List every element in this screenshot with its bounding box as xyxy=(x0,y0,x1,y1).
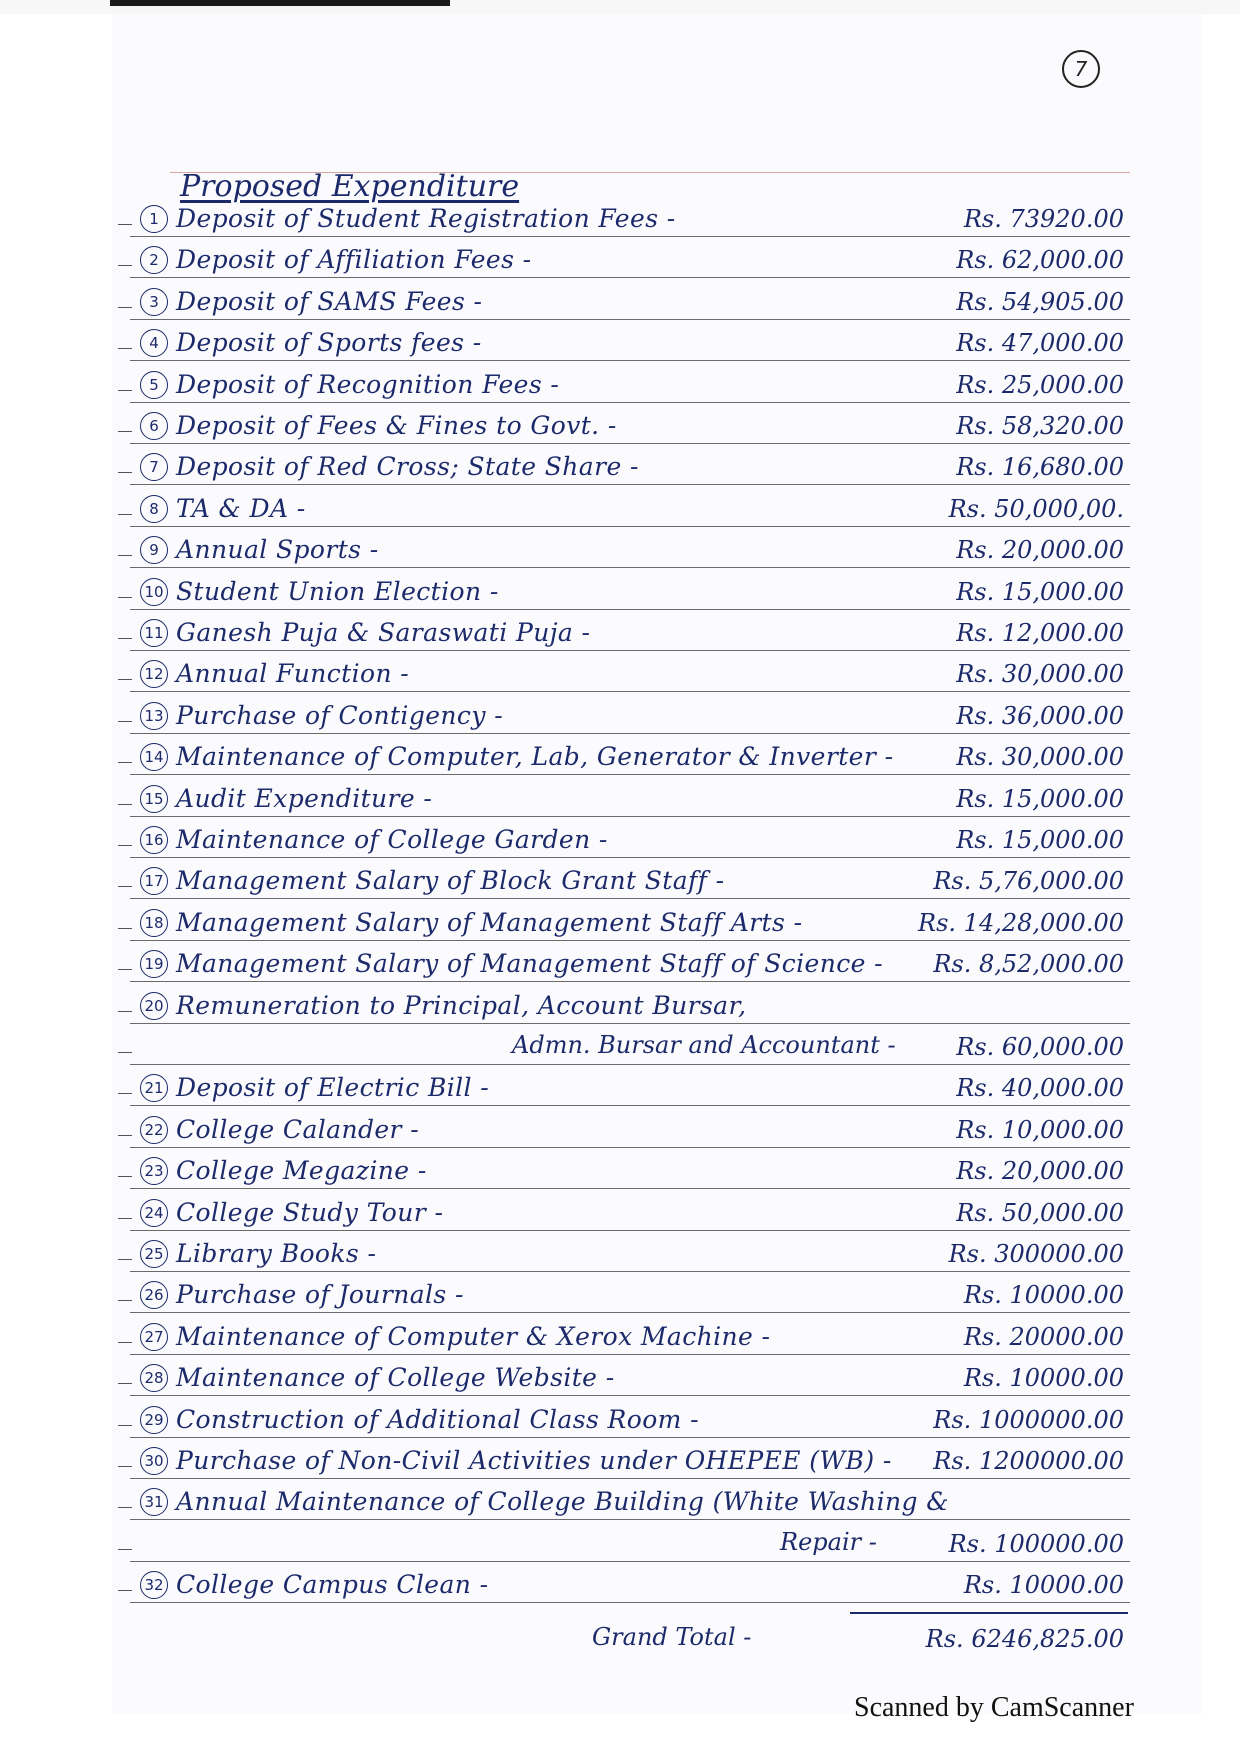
margin-tick xyxy=(118,1383,132,1384)
item-number: 27 xyxy=(140,1323,168,1351)
expenditure-row xyxy=(140,862,1130,902)
item-amount: Rs. 15,000.00 xyxy=(956,826,1124,854)
margin-tick xyxy=(118,1590,132,1591)
item-amount: Rs. 47,000.00 xyxy=(956,329,1124,358)
expenditure-row xyxy=(140,1069,1130,1109)
item-amount: Rs. 15,000.00 xyxy=(956,577,1124,606)
item-description: Annual Function - xyxy=(176,659,410,689)
margin-tick xyxy=(118,1342,132,1343)
item-description: Construction of Additional Class Room - xyxy=(176,1404,699,1434)
item-amount: Rs. 100000.00 xyxy=(948,1529,1124,1558)
ruled-line xyxy=(130,1395,1130,1396)
scan-shadow xyxy=(110,0,450,6)
ruled-line xyxy=(130,1602,1130,1603)
item-description: Deposit of SAMS Fees - xyxy=(176,286,483,316)
item-number: 28 xyxy=(140,1364,168,1392)
margin-tick xyxy=(118,679,132,680)
ruled-line xyxy=(130,1230,1130,1231)
page-number: 7 xyxy=(1062,50,1100,88)
item-number: 14 xyxy=(140,743,168,771)
expenditure-row xyxy=(140,1442,1130,1482)
page-title: Proposed Expenditure xyxy=(180,169,520,204)
item-amount: Rs. 30,000.00 xyxy=(956,743,1124,772)
expenditure-row xyxy=(140,655,1130,695)
expenditure-row xyxy=(140,1276,1130,1316)
item-amount: Rs. 50,000,00. xyxy=(948,494,1124,523)
expenditure-row xyxy=(140,1152,1130,1192)
margin-tick xyxy=(118,555,132,556)
item-amount: Rs. 50,000.00 xyxy=(956,1198,1124,1227)
item-number: 7 xyxy=(140,453,168,481)
ruled-line xyxy=(130,940,1130,941)
ruled-line xyxy=(130,1354,1130,1355)
item-number: 17 xyxy=(140,867,168,895)
ruled-line xyxy=(130,816,1130,817)
item-number: 19 xyxy=(140,950,168,978)
item-description: Deposit of Sports fees - xyxy=(176,328,482,358)
ruled-line xyxy=(130,360,1130,361)
item-amount: Rs. 73920.00 xyxy=(963,205,1124,233)
item-amount: Rs. 5,76,000.00 xyxy=(933,867,1124,896)
item-amount: Rs. 25,000.00 xyxy=(956,370,1124,399)
item-description: College Megazine - xyxy=(176,1156,427,1186)
item-amount: Rs. 10,000.00 xyxy=(956,1115,1124,1144)
ruled-line xyxy=(130,277,1130,278)
item-amount: Rs. 20000.00 xyxy=(963,1322,1124,1351)
item-amount: Rs. 300000.00 xyxy=(948,1240,1124,1268)
item-amount: Rs. 8,52,000.00 xyxy=(933,950,1124,979)
margin-tick xyxy=(118,1259,132,1260)
item-number: 9 xyxy=(140,536,168,564)
item-description: College Calander - xyxy=(176,1114,420,1144)
item-number: 8 xyxy=(140,495,168,523)
expenditure-row xyxy=(140,324,1130,364)
margin-tick xyxy=(118,1135,132,1136)
item-description: Remuneration to Principal, Account Bursar, xyxy=(176,990,747,1020)
ruled-line xyxy=(130,1023,1130,1024)
expenditure-row xyxy=(140,1111,1130,1151)
expenditure-row xyxy=(140,738,1130,778)
ruled-line xyxy=(130,1519,1130,1520)
margin-tick xyxy=(118,1176,132,1177)
item-description: Deposit of Student Registration Fees - xyxy=(176,204,676,233)
item-amount: Rs. 54,905.00 xyxy=(956,287,1124,316)
ruled-line xyxy=(130,402,1130,403)
item-number: 16 xyxy=(140,826,168,854)
item-description: Audit Expenditure - xyxy=(176,783,433,813)
ruled-line xyxy=(130,898,1130,899)
item-description: Management Salary of Management Staff of Science - xyxy=(176,949,883,979)
margin-tick xyxy=(118,804,132,805)
ruled-line xyxy=(130,650,1130,651)
item-number: 11 xyxy=(140,619,168,647)
expenditure-row xyxy=(140,1525,1130,1565)
margin-tick xyxy=(118,886,132,887)
item-amount: Rs. 16,680.00 xyxy=(956,453,1124,482)
item-description: Purchase of Journals - xyxy=(176,1280,464,1310)
margin-tick xyxy=(118,514,132,515)
expenditure-row xyxy=(140,780,1130,820)
ruled-line xyxy=(130,609,1130,610)
item-number: 31 xyxy=(140,1488,168,1516)
expenditure-row xyxy=(140,904,1130,944)
expenditure-row xyxy=(140,1318,1130,1358)
margin-tick xyxy=(118,721,132,722)
scan-top-edge xyxy=(0,0,1240,14)
item-amount: Rs. 40,000.00 xyxy=(956,1074,1124,1103)
margin-tick xyxy=(118,1300,132,1301)
expenditure-row xyxy=(140,407,1130,447)
expenditure-row xyxy=(140,573,1130,613)
ruled-line xyxy=(130,857,1130,858)
ruled-line xyxy=(130,1188,1130,1189)
item-amount: Rs. 1200000.00 xyxy=(933,1447,1124,1475)
item-description: Ganesh Puja & Saraswati Puja - xyxy=(176,618,591,647)
margin-tick xyxy=(118,597,132,598)
item-number: 12 xyxy=(140,660,168,688)
margin-tick xyxy=(118,1466,132,1467)
ruled-line xyxy=(130,526,1130,527)
ruled-line xyxy=(130,1147,1130,1148)
item-number: 24 xyxy=(140,1199,168,1227)
margin-tick xyxy=(118,307,132,308)
margin-tick xyxy=(118,969,132,970)
grand-total-label: Grand Total - xyxy=(592,1623,752,1651)
item-amount: Rs. 20,000.00 xyxy=(956,1157,1124,1186)
item-number: 4 xyxy=(140,329,168,357)
margin-tick xyxy=(118,1011,132,1012)
ruled-line xyxy=(130,981,1130,982)
item-number: 6 xyxy=(140,412,168,440)
expenditure-row xyxy=(140,697,1130,737)
ruled-line xyxy=(130,567,1130,568)
margin-tick xyxy=(118,1507,132,1508)
item-description: College Study Tour - xyxy=(176,1197,444,1227)
item-description: Maintenance of Computer & Xerox Machine - xyxy=(176,1321,771,1351)
ruled-line xyxy=(130,1105,1130,1106)
item-description: Management Salary of Block Grant Staff - xyxy=(176,866,725,896)
item-description: Deposit of Recognition Fees - xyxy=(176,369,560,399)
item-amount: Rs. 12,000.00 xyxy=(956,619,1124,647)
ruled-line xyxy=(130,1561,1130,1562)
margin-tick xyxy=(118,1549,132,1550)
ruled-line xyxy=(130,443,1130,444)
ruled-line xyxy=(130,1478,1130,1479)
margin-tick xyxy=(118,638,132,639)
margin-tick xyxy=(118,1425,132,1426)
expenditure-row xyxy=(140,945,1130,985)
item-number: 10 xyxy=(140,578,168,606)
item-amount: Rs. 36,000.00 xyxy=(956,701,1124,730)
margin-tick xyxy=(118,265,132,266)
item-description: Library Books - xyxy=(176,1239,377,1268)
expenditure-row xyxy=(140,200,1130,240)
item-number: 20 xyxy=(140,992,168,1020)
expenditure-row xyxy=(140,987,1130,1027)
expenditure-row xyxy=(140,614,1130,654)
item-description: College Campus Clean - xyxy=(176,1570,489,1600)
expenditure-row xyxy=(140,1566,1130,1606)
item-description: Maintenance of College Website - xyxy=(176,1363,615,1393)
item-description: Purchase of Contigency - xyxy=(176,700,504,730)
ruled-line xyxy=(130,1437,1130,1438)
item-number: 32 xyxy=(140,1571,168,1599)
margin-tick xyxy=(118,845,132,846)
margin-tick xyxy=(118,431,132,432)
item-description: Admn. Bursar and Accountant - xyxy=(512,1031,896,1059)
ruled-line xyxy=(130,1064,1130,1065)
item-description: Management Salary of Management Staff Arts - xyxy=(176,907,803,937)
expenditure-row xyxy=(140,283,1130,323)
item-amount: Rs. 15,000.00 xyxy=(956,784,1124,813)
item-amount: Rs. 1000000.00 xyxy=(933,1405,1124,1434)
item-number: 3 xyxy=(140,288,168,316)
item-amount: Rs. 60,000.00 xyxy=(956,1033,1124,1061)
item-description: Deposit of Affiliation Fees - xyxy=(176,245,532,275)
ruled-line xyxy=(130,484,1130,485)
expenditure-row xyxy=(140,490,1130,530)
item-amount: Rs. 58,320.00 xyxy=(956,412,1124,440)
item-number: 2 xyxy=(140,246,168,274)
item-description: Student Union Election - xyxy=(176,576,499,606)
margin-tick xyxy=(118,348,132,349)
ruled-line xyxy=(130,733,1130,734)
ruled-line xyxy=(130,1312,1130,1313)
expenditure-row xyxy=(140,1235,1130,1275)
total-underline xyxy=(850,1612,1128,1614)
item-number: 22 xyxy=(140,1116,168,1144)
margin-tick xyxy=(118,1218,132,1219)
item-number: 15 xyxy=(140,785,168,813)
expenditure-row xyxy=(140,531,1130,571)
item-number: 29 xyxy=(140,1406,168,1434)
margin-tick xyxy=(118,472,132,473)
item-number: 5 xyxy=(140,371,168,399)
item-amount: Rs. 10000.00 xyxy=(963,1571,1124,1600)
item-description: Deposit of Electric Bill - xyxy=(176,1073,490,1103)
grand-total-amount: Rs. 6246,825.00 xyxy=(925,1625,1124,1653)
item-number: 18 xyxy=(140,909,168,937)
item-number: 21 xyxy=(140,1074,168,1102)
expenditure-row xyxy=(140,366,1130,406)
item-description: Annual Sports - xyxy=(176,535,379,565)
margin-tick xyxy=(118,1052,132,1053)
margin-tick xyxy=(118,1093,132,1094)
ruled-line xyxy=(130,774,1130,775)
item-amount: Rs. 10000.00 xyxy=(963,1281,1124,1310)
item-description: Deposit of Red Cross; State Share - xyxy=(176,452,639,482)
item-description: Deposit of Fees & Fines to Govt. - xyxy=(176,411,617,440)
item-amount: Rs. 62,000.00 xyxy=(956,246,1124,275)
ruled-line xyxy=(130,236,1130,237)
item-amount: Rs. 14,28,000.00 xyxy=(918,908,1124,937)
expenditure-row xyxy=(140,821,1130,861)
item-description: Annual Maintenance of College Building (White Washing & xyxy=(176,1487,949,1517)
expenditure-row xyxy=(140,1028,1130,1068)
scanner-watermark: Scanned by CamScanner xyxy=(854,1692,1134,1723)
item-description: Maintenance of College Garden - xyxy=(176,825,608,854)
ruled-line xyxy=(130,691,1130,692)
item-description: TA & DA - xyxy=(176,493,306,523)
item-description: Purchase of Non-Civil Activities under OHEPEE (WB) - xyxy=(176,1446,892,1475)
ruled-line xyxy=(130,1271,1130,1272)
margin-tick xyxy=(118,390,132,391)
item-amount: Rs. 10000.00 xyxy=(963,1364,1124,1393)
item-amount: Rs. 30,000.00 xyxy=(956,660,1124,689)
item-amount: Rs. 20,000.00 xyxy=(956,536,1124,565)
item-number: 30 xyxy=(140,1447,168,1475)
grand-total-row xyxy=(140,1620,1130,1660)
ruled-line xyxy=(130,319,1130,320)
item-number: 1 xyxy=(140,205,168,233)
expenditure-row xyxy=(140,1483,1130,1523)
item-number: 26 xyxy=(140,1281,168,1309)
margin-tick xyxy=(118,762,132,763)
expenditure-row xyxy=(140,1401,1130,1441)
item-number: 25 xyxy=(140,1240,168,1268)
item-description: Maintenance of Computer, Lab, Generator & Inverter - xyxy=(176,742,894,772)
item-number: 23 xyxy=(140,1157,168,1185)
margin-tick xyxy=(118,928,132,929)
margin-tick xyxy=(118,224,132,225)
expenditure-row xyxy=(140,241,1130,281)
expenditure-row xyxy=(140,448,1130,488)
item-description: Repair - xyxy=(780,1527,877,1556)
expenditure-row xyxy=(140,1194,1130,1234)
item-number: 13 xyxy=(140,702,168,730)
expenditure-row xyxy=(140,1359,1130,1399)
